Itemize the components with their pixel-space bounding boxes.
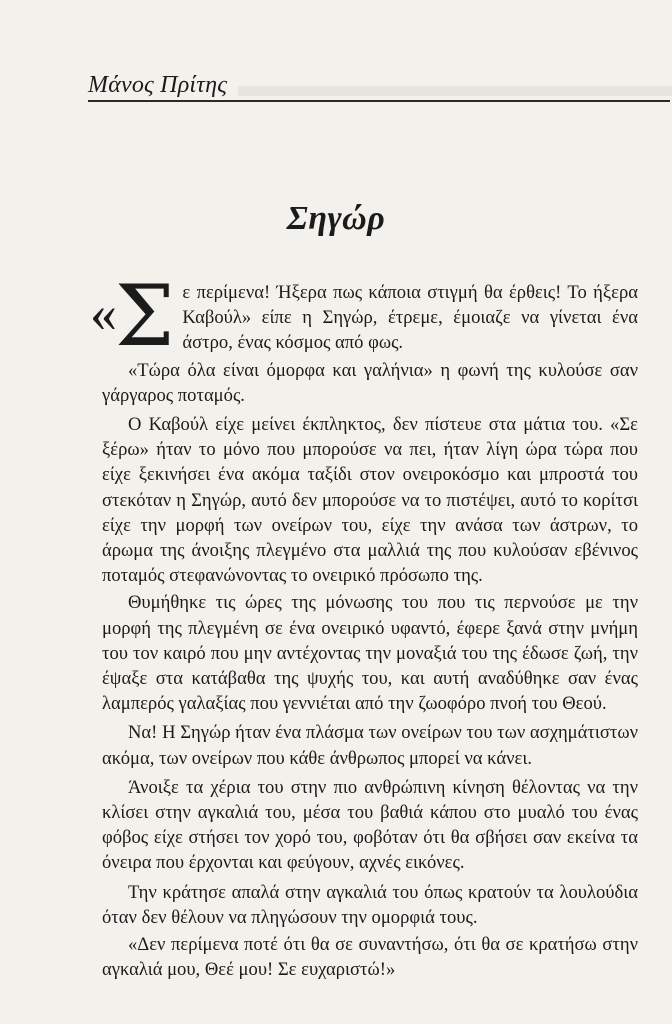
drop-cap-guillemet: « xyxy=(90,283,117,343)
drop-cap-letter: Σ xyxy=(115,267,175,365)
paragraph-3: Ο Καβούλ είχε μείνει έκπληκτος, δεν πίστευε στα μάτια του. «Σε ξέρω» ήταν το μόνο που μπορούσε να πει, ήταν λίγη ώρα τώρα που είχε ξεκινήσει ένα ακόμα ταξίδι στον ονειροκόσμο και μπροστά του στεκόταν η Σηγώρ, αυτό δεν μπορούσε να το πιστέψει, αυτό το κορίτσι είχε την μορφή των ονείρων του, είχε την ανάσα των άστρων, το άρωμα της άνοιξης πλεγμένο στα μαλλιά της που κυλούσαν εβένινος ποταμός στεφανώνοντας το ονειρικό πρόσωπο της. xyxy=(102,414,638,587)
drop-cap xyxy=(90,267,175,365)
paragraph-5: Να! Η Σηγώρ ήταν ένα πλάσμα των ονείρων του των ασχημάτιστων ακόμα, των ονείρων που κάθε άνθρωπος μπορεί να κάνει. xyxy=(102,722,638,769)
paragraph-8: «Δεν περίμενα ποτέ ότι θα σε συναντήσω, ότι θα σε κρατήσω στην αγκαλιά μου, Θεέ μου! Σε ευχαριστώ!» xyxy=(102,934,638,981)
chapter-title: Σηγώρ xyxy=(286,200,386,237)
paragraph-1 xyxy=(90,267,638,365)
paragraph-6: Άνοιξε τα χέρια του στην πιο ανθρώπινη κίνηση θέλοντας να την κλίσει στην αγκαλιά του, μέσα του βαθιά κάπου στο μυαλό του ένας φόβος είχε στήσει τον χορό του, φοβόταν ότι θα σβήσει σαν εκείνα τα όνειρα που έρχονται και φεύγουν, αχνές εικόνες. xyxy=(102,776,638,874)
paragraph-7: Την κράτησε απαλά στην αγκαλιά του όπως κρατούν τα λουλούδια όταν δεν θέλουν να πληγώσουν την ομορφιά τους. xyxy=(102,881,638,928)
header-rule xyxy=(88,100,670,102)
running-head-author: Μάνος Πρίτης xyxy=(88,72,228,98)
show-through-rule xyxy=(238,86,672,96)
paragraph-2: «Τώρα όλα είναι όμορφα και γαλήνια» η φωνή της κυλούσε σαν γάργαρος ποταμός. xyxy=(102,359,638,406)
paragraph-1-text: ε περίμενα! Ήξερα πως κάποια στιγμή θα έρθεις! Το ήξερα Καβούλ» είπε η Σηγώρ, έτρεμε, έμοιαζε να γίνεται ένα άστρο, ένας κόσμος από φως. xyxy=(182,282,638,354)
body-text xyxy=(90,267,638,982)
paragraph-4: Θυμήθηκε τις ώρες της μόνωσης του που τις περνούσε με την μορφή της πλεγμένη σε ένα ονειρικό υφαντό, έφερε ξανά στην μνήμη του τον καιρό που μην αντέχοντας την μοναξιά του της έδωσε ζωή, την έψαξε στα κατάβαθα της ψυχής του, και αυτή αναδύθηκε σαν ένας λαμπερός γαλαξίας που γεννιέται από την ζωοφόρο πνοή του Θεού. xyxy=(102,592,638,715)
